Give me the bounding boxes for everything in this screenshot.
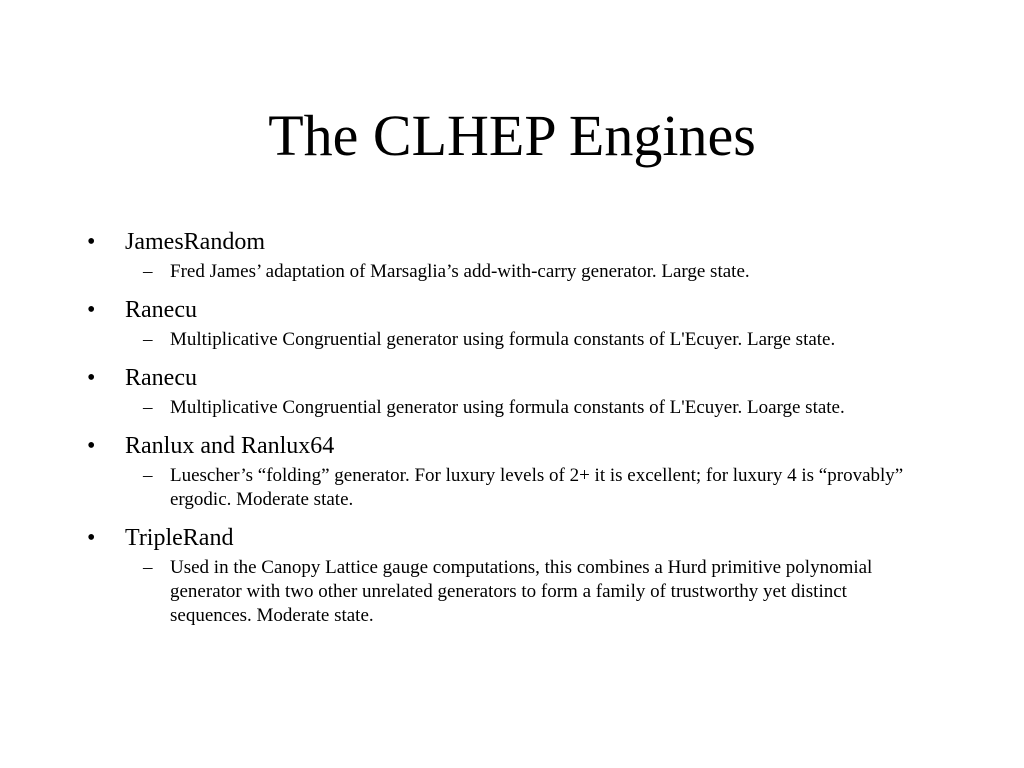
slide-title: The CLHEP Engines xyxy=(268,103,756,168)
sub-bullet xyxy=(143,556,930,636)
bullet-label: TripleRand xyxy=(125,525,234,551)
sub-bullet-text: Multiplicative Congruential generator using formula constants of L'Ecuyer. Loarge state. xyxy=(170,397,845,418)
bullet-icon: • xyxy=(87,297,96,323)
bullet-label: Ranecu xyxy=(125,365,197,391)
sub-bullet-text: Multiplicative Congruential generator using formula constants of L'Ecuyer. Large state. xyxy=(170,329,836,350)
bullet-label: JamesRandom xyxy=(125,229,265,255)
bullet-row xyxy=(87,428,947,464)
dash-icon: – xyxy=(143,557,153,578)
sub-bullet xyxy=(143,464,930,520)
dash-icon: – xyxy=(143,261,153,282)
sub-bullet xyxy=(143,260,930,292)
bullet-row xyxy=(87,224,947,260)
sub-bullet-text: Luescher’s “folding” generator. For luxury levels of 2+ it is excellent; for luxury 4 is “provably” ergodic. Moderate state. xyxy=(170,465,904,510)
list-item xyxy=(87,292,947,360)
sub-bullet xyxy=(143,396,930,428)
list-item xyxy=(87,360,947,428)
bullet-label: Ranlux and Ranlux64 xyxy=(125,433,335,459)
bullet-icon: • xyxy=(87,433,96,459)
bullet-row xyxy=(87,360,947,396)
sub-bullet-text: Used in the Canopy Lattice gauge computations, this combines a Hurd primitive polynomial generator with two other unrelated generators to form a family of trustworthy yet distinct sequences. Moderate state. xyxy=(170,557,873,626)
bullet-row xyxy=(87,520,947,556)
bullet-icon: • xyxy=(87,525,96,551)
bullet-row xyxy=(87,292,947,328)
dash-icon: – xyxy=(143,465,153,486)
list-item xyxy=(87,224,947,292)
sub-bullet-text: Fred James’ adaptation of Marsaglia’s add-with-carry generator. Large state. xyxy=(170,261,750,282)
sub-bullet xyxy=(143,328,930,360)
dash-icon: – xyxy=(143,329,153,350)
bullet-list xyxy=(87,224,947,636)
list-item xyxy=(87,520,947,636)
dash-icon: – xyxy=(143,397,153,418)
bullet-icon: • xyxy=(87,365,96,391)
bullet-label: Ranecu xyxy=(125,297,197,323)
bullet-icon: • xyxy=(87,229,96,255)
list-item xyxy=(87,428,947,520)
